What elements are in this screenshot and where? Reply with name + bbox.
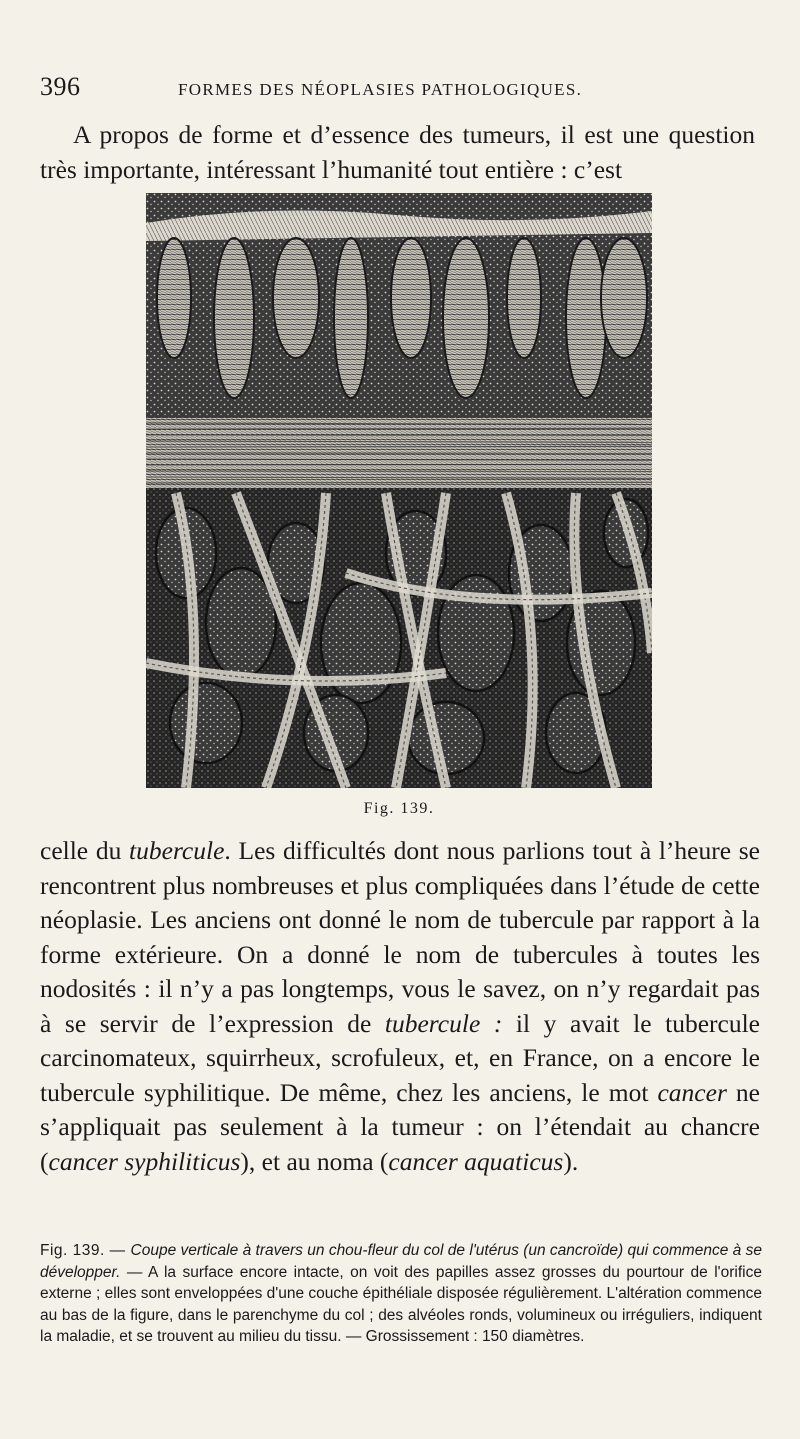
- fiber-line: [146, 464, 652, 465]
- top-paragraph-text: A propos de forme et d’essence des tumeurs, il est une question très importante, intéressant l’humanité tout entière : c’est: [40, 120, 755, 184]
- page-number: 396: [40, 72, 81, 101]
- fiber-line: [146, 428, 652, 429]
- caption-title: Coupe verticale à travers un chou-fleur du col de l'utérus (un cancroïde) qui commence à se développer.: [40, 1242, 762, 1281]
- papilla: [443, 238, 489, 398]
- papilla: [566, 238, 606, 398]
- bottom-text-5: ), et au noma (: [240, 1146, 389, 1176]
- term-tubercule: tubercule: [129, 836, 225, 865]
- term-cancer-aquaticus: cancer aquaticus: [388, 1146, 564, 1176]
- fiber-line: [146, 446, 652, 447]
- figure-label: Fig. 139.: [363, 800, 435, 817]
- papilla: [601, 238, 647, 358]
- papilla: [334, 238, 368, 398]
- alveolus: [170, 683, 242, 763]
- caption-body: — A la surface encore intacte, on voit des papilles assez grosses du pourtour de l'orifice externe ; elles sont enveloppées d'une couche épithéliale disposée régulièrement. L'altération commence au bas de la figure, dans le parenchyme du col ; des alvéoles ronds, volumineux ou irréguliers, indiquent la maladie, et se trouvent au milieu du tissu. — Grossissement : 150 diamètres.: [40, 1263, 762, 1345]
- cervix-section-engraving: [146, 193, 652, 788]
- bottom-paragraph: [40, 834, 760, 1179]
- term-cancer-syphiliticus: cancer syphiliticus: [48, 1146, 241, 1176]
- bottom-text-2: . Les difficultés dont nous parlions tout à l’heure se rencontrent plus nombreuses et plus compliquées dans l’étude de cette néoplasie. Les anciens ont donné le nom de tubercule par rapport à la forme extérieure. On a donné le nom de tubercules à toutes les nodosités : il n’y a pas longtemps, vous le savez, on n’y regardait pas à se servir de l’expression de: [40, 836, 760, 1038]
- papilla: [214, 238, 254, 398]
- papilla: [391, 238, 431, 358]
- engraving-figure: [146, 193, 652, 788]
- term-tubercule-expression: tubercule :: [384, 1008, 503, 1038]
- bottom-paragraph-text: [40, 834, 760, 1179]
- bottom-text-6: ).: [563, 1146, 579, 1176]
- bottom-text-1: celle du: [40, 836, 130, 865]
- running-title: FORMES DES NÉOPLASIES PATHOLOGIQUES.: [178, 80, 583, 99]
- top-paragraph: [40, 118, 755, 187]
- term-cancer: cancer: [657, 1077, 727, 1107]
- papilla: [273, 238, 319, 358]
- caption-figure-ref: Fig. 139. —: [40, 1242, 131, 1259]
- alveolus: [408, 702, 484, 774]
- bottom-text-4: ne s’appliquait pas seulement à la tumeur : on l’étendait au chancre (: [40, 1077, 760, 1176]
- papilla: [507, 238, 541, 358]
- running-head: [40, 72, 760, 108]
- caption-text: [40, 1240, 762, 1348]
- fiber-line: [146, 482, 652, 483]
- figure-caption: [40, 1240, 762, 1348]
- papilla: [157, 238, 191, 358]
- bottom-text-3: il y avait le tubercule carcinomateux, squirrheux, scrofuleux, et, en France, on a encore le tubercule syphilitique. De même, chez les anciens, le mot: [40, 1008, 761, 1107]
